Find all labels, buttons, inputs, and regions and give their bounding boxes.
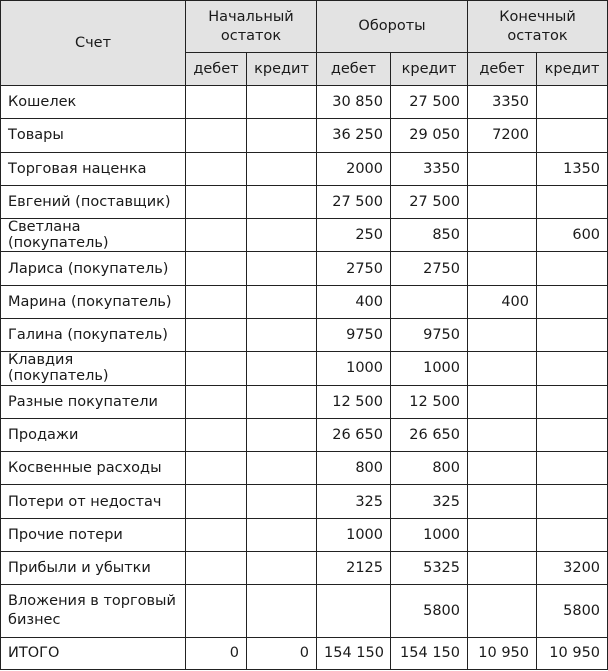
opening-credit-cell [247,318,317,351]
table-row [1,219,608,252]
closing-debit-cell [468,518,537,551]
turnover-debit-cell: 36 250 [317,119,391,152]
opening-credit-cell [247,285,317,318]
turnover-debit-cell: 800 [317,452,391,485]
header-closing-credit: кредит [537,53,608,86]
opening-debit-cell [186,585,247,637]
table-row [1,252,608,285]
turnover-debit-cell: 26 650 [317,418,391,451]
header-turnover-debit: дебет [317,53,391,86]
opening-credit-cell [247,585,317,637]
opening-debit-cell [186,485,247,518]
closing-credit-cell [537,285,608,318]
opening-debit-cell [186,119,247,152]
account-name-cell: Вложения в торговый бизнес [1,585,186,637]
opening-debit-cell [186,252,247,285]
opening-debit-cell [186,152,247,185]
account-name-cell: Кошелек [1,86,186,119]
turnover-credit-cell: 850 [391,219,468,252]
opening-credit-cell [247,252,317,285]
turnover-debit-cell: 400 [317,285,391,318]
opening-debit-cell [186,185,247,218]
account-name-cell: Товары [1,119,186,152]
opening-debit-cell [186,352,247,385]
closing-credit-cell [537,86,608,119]
account-name-cell: Евгений (поставщик) [1,185,186,218]
opening-debit-cell [186,518,247,551]
turnover-debit-cell: 250 [317,219,391,252]
opening-credit-cell: 0 [247,637,317,669]
closing-debit-cell [468,219,537,252]
turnover-credit-cell: 12 500 [391,385,468,418]
closing-debit-cell [468,352,537,385]
closing-credit-cell [537,518,608,551]
table-row [1,318,608,351]
turnover-credit-cell: 1000 [391,352,468,385]
opening-credit-cell [247,219,317,252]
closing-debit-cell: 7200 [468,119,537,152]
table-row [1,418,608,451]
turnover-credit-cell: 325 [391,485,468,518]
turnover-debit-cell: 9750 [317,318,391,351]
table-row [1,452,608,485]
turnover-debit-cell: 154 150 [317,637,391,669]
header-closing-balance: Конечный остаток [468,1,608,53]
turnover-credit-cell: 2750 [391,252,468,285]
opening-credit-cell [247,551,317,584]
closing-debit-cell [468,318,537,351]
closing-debit-cell: 3350 [468,86,537,119]
closing-debit-cell [468,385,537,418]
turnover-credit-cell: 3350 [391,152,468,185]
closing-credit-cell [537,352,608,385]
table-row [1,385,608,418]
account-name-cell: Прочие потери [1,518,186,551]
opening-credit-cell [247,152,317,185]
header-account: Счет [1,1,186,86]
table-row [1,285,608,318]
turnover-credit-cell: 154 150 [391,637,468,669]
turnover-debit-cell: 30 850 [317,86,391,119]
opening-debit-cell: 0 [186,637,247,669]
closing-debit-cell: 400 [468,285,537,318]
account-name-cell: Лариса (покупатель) [1,252,186,285]
opening-debit-cell [186,452,247,485]
account-name-cell: Продажи [1,418,186,451]
opening-credit-cell [247,352,317,385]
table-row [1,518,608,551]
closing-debit-cell [468,418,537,451]
closing-credit-cell [537,185,608,218]
closing-credit-cell [537,418,608,451]
turnover-debit-cell: 27 500 [317,185,391,218]
table-row [1,485,608,518]
total-row [1,637,608,669]
opening-credit-cell [247,119,317,152]
closing-credit-cell: 3200 [537,551,608,584]
opening-debit-cell [186,418,247,451]
turnover-credit-cell: 29 050 [391,119,468,152]
opening-debit-cell [186,219,247,252]
table-row [1,86,608,119]
header-turnover: Обороты [317,1,468,53]
turnover-credit-cell: 26 650 [391,418,468,451]
opening-credit-cell [247,185,317,218]
table-row [1,352,608,385]
closing-debit-cell [468,452,537,485]
closing-credit-cell [537,485,608,518]
account-name-cell: Потери от недостач [1,485,186,518]
closing-debit-cell [468,551,537,584]
turnover-credit-cell: 5325 [391,551,468,584]
opening-credit-cell [247,518,317,551]
turnover-debit-cell: 2750 [317,252,391,285]
header-turnover-credit: кредит [391,53,468,86]
closing-credit-cell [537,119,608,152]
closing-credit-cell [537,385,608,418]
account-name-cell: Торговая наценка [1,152,186,185]
account-name-cell: Галина (покупатель) [1,318,186,351]
table-row [1,551,608,584]
turnover-credit-cell: 800 [391,452,468,485]
turnover-debit-cell: 2000 [317,152,391,185]
closing-debit-cell [468,252,537,285]
turnover-credit-cell: 1000 [391,518,468,551]
account-name-cell: Клавдия (покупатель) [1,352,186,385]
account-name-cell: Марина (покупатель) [1,285,186,318]
opening-credit-cell [247,452,317,485]
turnover-debit-cell [317,585,391,637]
account-name-cell: Разные покупатели [1,385,186,418]
closing-credit-cell: 600 [537,219,608,252]
turnover-credit-cell [391,285,468,318]
header-closing-debit: дебет [468,53,537,86]
turnover-debit-cell: 2125 [317,551,391,584]
closing-debit-cell [468,152,537,185]
opening-debit-cell [186,318,247,351]
turnover-credit-cell: 27 500 [391,185,468,218]
closing-credit-cell: 5800 [537,585,608,637]
account-name-cell: Светлана (покупатель) [1,219,186,252]
opening-debit-cell [186,86,247,119]
opening-debit-cell [186,385,247,418]
turnover-debit-cell: 12 500 [317,385,391,418]
closing-debit-cell [468,185,537,218]
header-opening-balance: Начальный остаток [186,1,317,53]
opening-credit-cell [247,385,317,418]
header-opening-credit: кредит [247,53,317,86]
closing-credit-cell [537,252,608,285]
table-row [1,185,608,218]
opening-debit-cell [186,551,247,584]
turnover-credit-cell: 9750 [391,318,468,351]
table-row [1,585,608,637]
turnover-debit-cell: 1000 [317,352,391,385]
closing-debit-cell [468,585,537,637]
closing-credit-cell [537,452,608,485]
account-name-cell: ИТОГО [1,637,186,669]
closing-credit-cell [537,318,608,351]
opening-debit-cell [186,285,247,318]
opening-credit-cell [247,86,317,119]
opening-credit-cell [247,485,317,518]
table-row [1,152,608,185]
closing-debit-cell [468,485,537,518]
closing-credit-cell: 10 950 [537,637,608,669]
account-name-cell: Прибыли и убытки [1,551,186,584]
closing-credit-cell: 1350 [537,152,608,185]
closing-debit-cell: 10 950 [468,637,537,669]
turnover-credit-cell: 5800 [391,585,468,637]
table-row [1,119,608,152]
turnover-credit-cell: 27 500 [391,86,468,119]
turnover-debit-cell: 1000 [317,518,391,551]
turnover-debit-cell: 325 [317,485,391,518]
opening-credit-cell [247,418,317,451]
account-name-cell: Косвенные расходы [1,452,186,485]
header-opening-debit: дебет [186,53,247,86]
